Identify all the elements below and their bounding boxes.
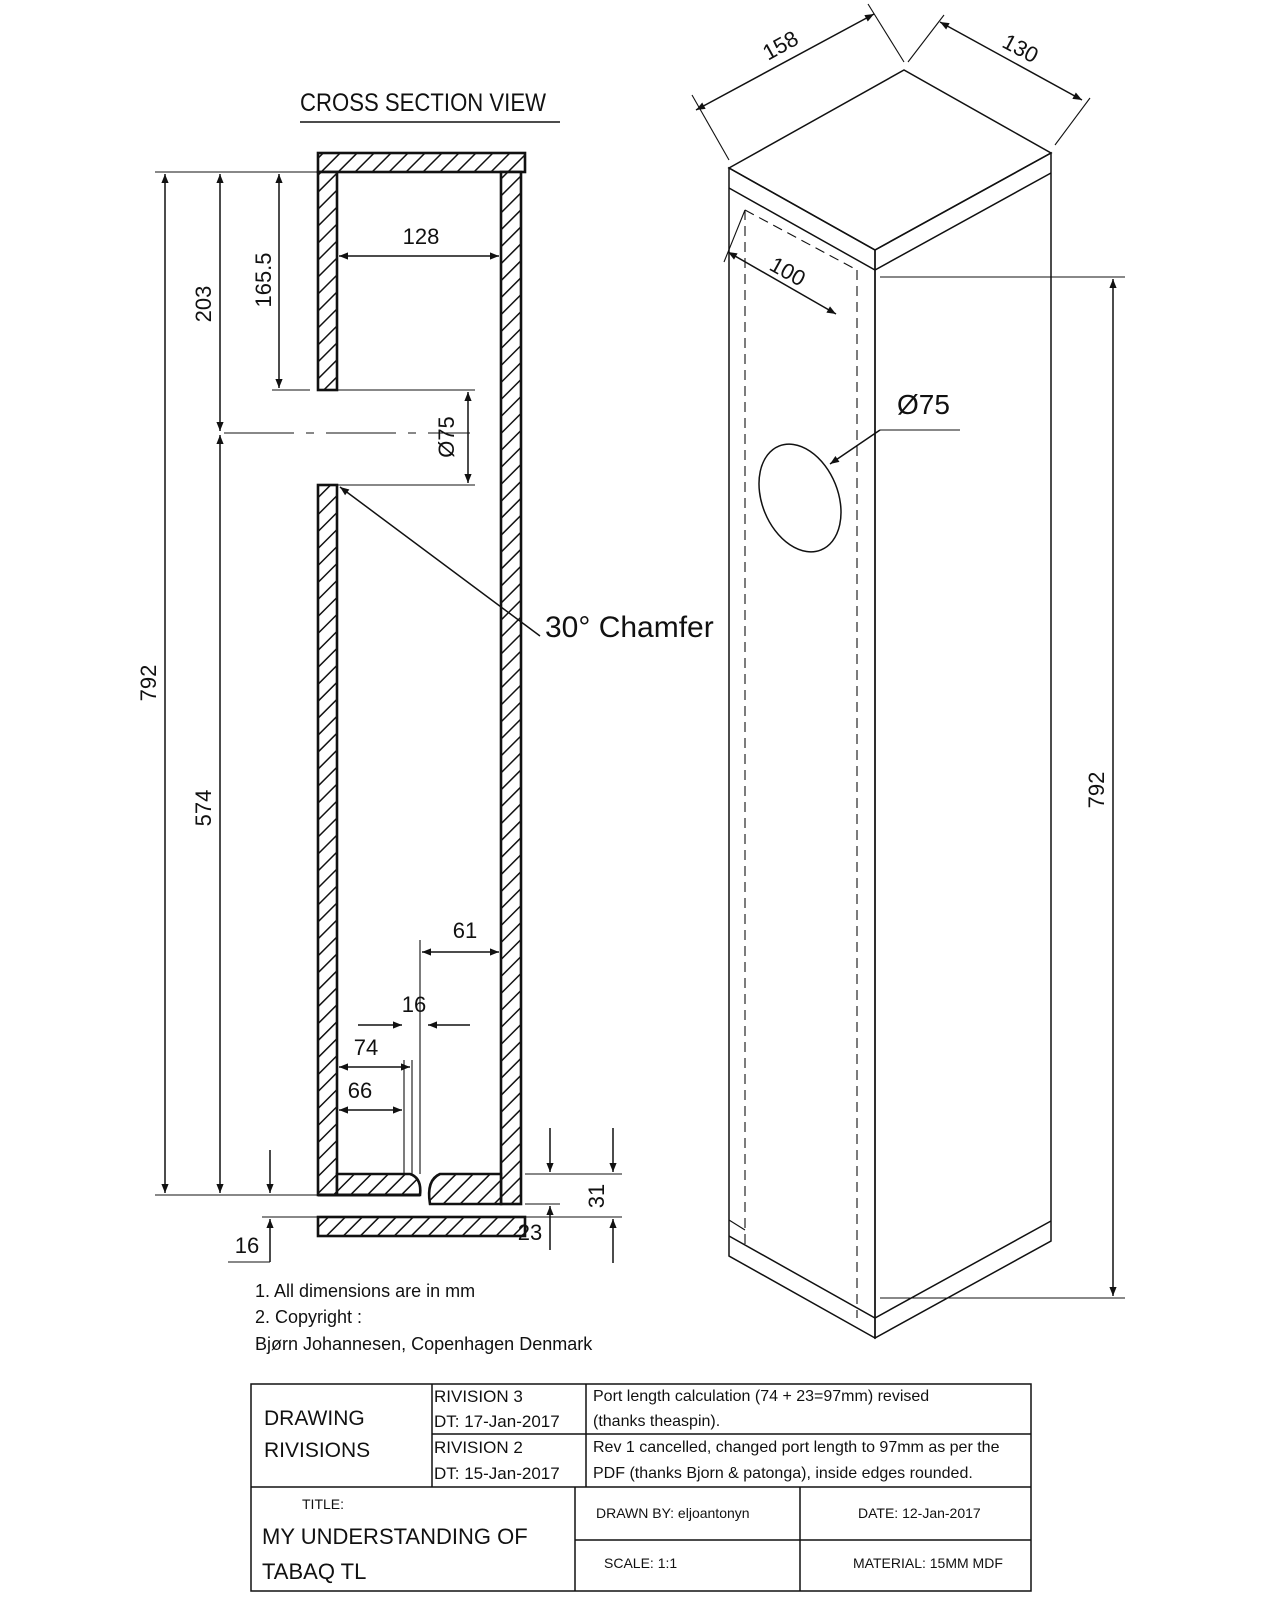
drawing-date: DATE: 12-Jan-2017	[858, 1505, 981, 1521]
revisions-heading-1: DRAWING	[264, 1407, 365, 1430]
ext-line	[868, 4, 904, 62]
rev2-desc-1: Rev 1 cancelled, changed port length to 97mm as per the	[593, 1439, 1000, 1456]
rev3-desc-1: Port length calculation (74 + 23=97mm) revised	[593, 1388, 930, 1405]
drawing-scale: SCALE: 1:1	[604, 1555, 678, 1571]
right-face	[875, 153, 1051, 1338]
ext-line	[692, 95, 729, 160]
enclosure-walls	[318, 153, 525, 1236]
cross-section-view	[136, 89, 714, 1263]
dim-opening-label: Ø75	[434, 416, 459, 458]
cross-section-title: CROSS SECTION VIEW	[300, 89, 547, 117]
top-panel	[318, 153, 525, 172]
bottom-panel	[318, 1217, 525, 1236]
isometric-view	[692, 4, 1125, 1338]
dim-16b-label: 16	[234, 1233, 260, 1258]
dim-130-label: 130	[998, 28, 1043, 69]
drawing-title-2: TABAQ TL	[262, 1559, 367, 1584]
revisions-heading-2: RIVISIONS	[264, 1439, 371, 1462]
port-shelf-left	[337, 1174, 420, 1195]
note-3: Bjørn Johannesen, Copenhagen Denmark	[255, 1334, 593, 1354]
rev3-desc-2: (thanks theaspin).	[593, 1413, 721, 1430]
bottom-panel-line	[729, 1221, 1051, 1318]
dim-74-label: 74	[353, 1035, 379, 1060]
dim-23-label: 23	[517, 1220, 543, 1245]
dim-165-label: 165.5	[251, 252, 276, 308]
rev2-date: DT: 15-Jan-2017	[434, 1464, 560, 1483]
hidden-edge	[729, 1220, 745, 1230]
dim-hole-label: Ø75	[897, 389, 950, 420]
drawing-title-1: MY UNDERSTANDING OF	[262, 1524, 528, 1549]
rev2-name: RIVISION 2	[434, 1438, 523, 1457]
rev2-desc-2: PDF (thanks Bjorn & patonga), inside edges rounded.	[593, 1465, 973, 1482]
title-block	[251, 1384, 1031, 1591]
chamfer-label: 30° Chamfer	[545, 611, 714, 644]
left-panel-lower	[318, 485, 337, 1195]
dim-128-label: 128	[402, 224, 440, 249]
left-panel-upper	[318, 172, 337, 390]
dim-574-label: 574	[191, 789, 216, 827]
drawing-material: MATERIAL: 15MM MDF	[853, 1555, 1003, 1571]
ext-line	[1055, 98, 1090, 145]
rev3-date: DT: 17-Jan-2017	[434, 1412, 560, 1431]
dim-16a-label: 16	[401, 992, 427, 1017]
dim-203-label: 203	[191, 285, 216, 323]
dim-158-label: 158	[758, 25, 803, 66]
title-label: TITLE:	[302, 1496, 345, 1512]
ext-line	[908, 15, 944, 62]
dim-31-label: 31	[584, 1183, 609, 1209]
dim-66-label: 66	[347, 1078, 373, 1103]
left-face	[729, 168, 875, 1338]
port-shelf-right	[429, 1174, 501, 1204]
note-2: 2. Copyright :	[255, 1307, 363, 1327]
dim-61-label: 61	[452, 918, 478, 943]
rev3-name: RIVISION 3	[434, 1387, 523, 1406]
dim-792-label: 792	[136, 664, 161, 702]
hidden-edge	[745, 210, 857, 270]
dim-100-label: 100	[765, 251, 810, 292]
note-1: 1. All dimensions are in mm	[255, 1281, 476, 1301]
right-panel	[501, 172, 521, 1204]
dim-iso-792-label: 792	[1084, 771, 1109, 809]
port-hole	[744, 432, 856, 564]
top-face	[729, 70, 1051, 250]
ext-line	[724, 210, 745, 262]
notes	[255, 1281, 593, 1354]
hole-leader	[830, 430, 880, 464]
drawn-by: DRAWN BY: eljoantonyn	[596, 1505, 750, 1521]
